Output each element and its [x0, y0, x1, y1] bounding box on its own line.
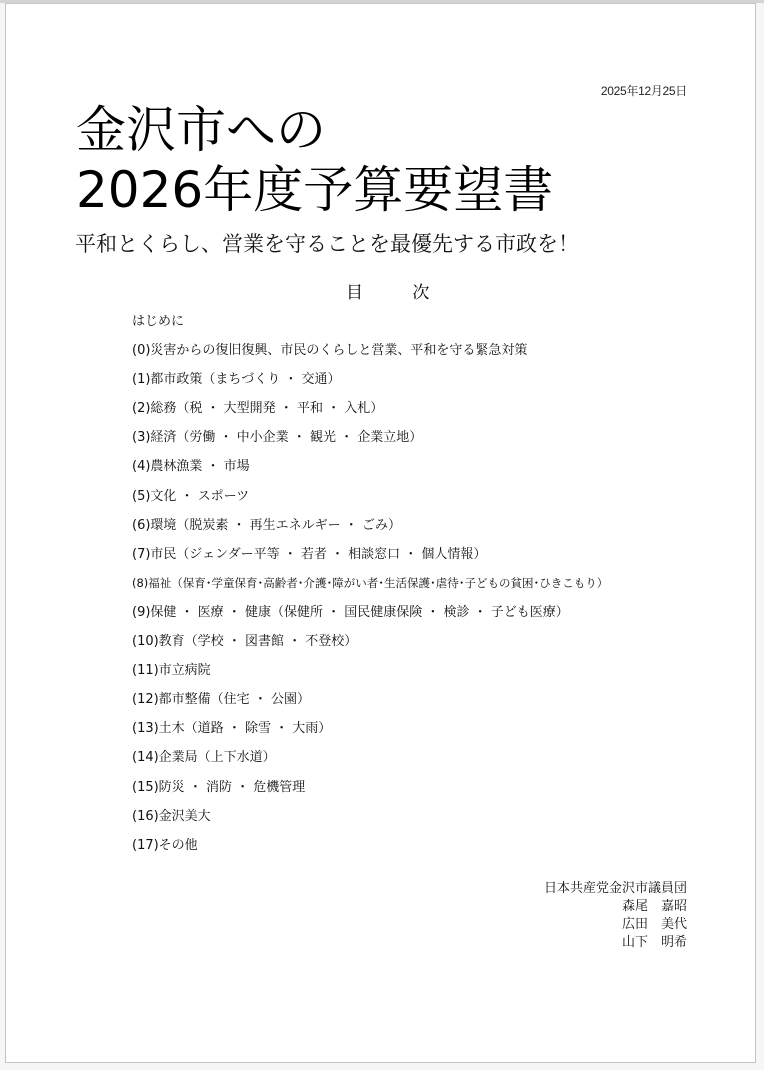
toc-item: (9)保健 ・ 医療 ・ 健康（保健所 ・ 国民健康保険 ・ 検診 ・ 子ども医療） [132, 604, 569, 620]
toc-item: (17)その他 [132, 837, 198, 853]
toc-item: (11)市立病院 [132, 663, 211, 679]
organization-name: 日本共産党金沢市議員団 [543, 881, 687, 896]
toc-item: (3)経済（労働 ・ 中小企業 ・ 観光 ・ 企業立地） [132, 430, 423, 446]
title-line-2: 2026年度予算要望書 [76, 161, 554, 219]
toc-item: (14)企業局（上下水道） [132, 750, 276, 766]
toc-heading: 目 次 [346, 283, 452, 303]
toc-item: (6)環境（脱炭素 ・ 再生エネルギー ・ ごみ） [132, 517, 401, 533]
toc-item: (1)都市政策（まちづくり ・ 交通） [132, 372, 341, 388]
document-date: 2025年12月25日 [600, 84, 687, 98]
toc-item: はじめに [132, 314, 185, 329]
toc-item: (16)金沢美大 [132, 808, 211, 824]
toc-item: (7)市民（ジェンダー平等 ・ 若者 ・ 相談窓口 ・ 個人情報） [132, 546, 487, 562]
signature-block [544, 880, 687, 952]
toc-item: (13)土木（道路 ・ 除雪 ・ 大雨） [132, 721, 332, 737]
toc-item: (2)総務（税 ・ 大型開発 ・ 平和 ・ 入札） [132, 401, 384, 417]
toc-item: (12)都市整備（住宅 ・ 公園） [132, 692, 310, 708]
toc-item: (5)文化 ・ スポーツ [132, 488, 250, 504]
member-name: 森尾 嘉昭 [621, 899, 687, 914]
toc-item: (15)防災 ・ 消防 ・ 危機管理 [132, 779, 306, 795]
toc-item: (8)福祉（保育･学童保育･高齢者･介護･障がい者･生活保護･虐待･子どもの貧困･ひきこもり） [132, 575, 609, 590]
document-subtitle: 平和とくらし、営業を守ることを最優先する市政を！ [75, 232, 579, 256]
document-title [76, 100, 553, 220]
table-of-contents [132, 307, 608, 860]
toc-item: (10)教育（学校 ・ 図書館 ・ 不登校） [132, 634, 358, 650]
title-line-1: 金沢市への [76, 101, 326, 159]
document-page [5, 3, 756, 1063]
toc-item: (0)災害からの復旧復興、市民のくらしと営業、平和を守る緊急対策 [132, 343, 528, 359]
member-name: 広田 美代 [621, 917, 687, 932]
toc-item: (4)農林漁業 ・ 市場 [132, 459, 250, 475]
member-name: 山下 明希 [621, 935, 687, 950]
